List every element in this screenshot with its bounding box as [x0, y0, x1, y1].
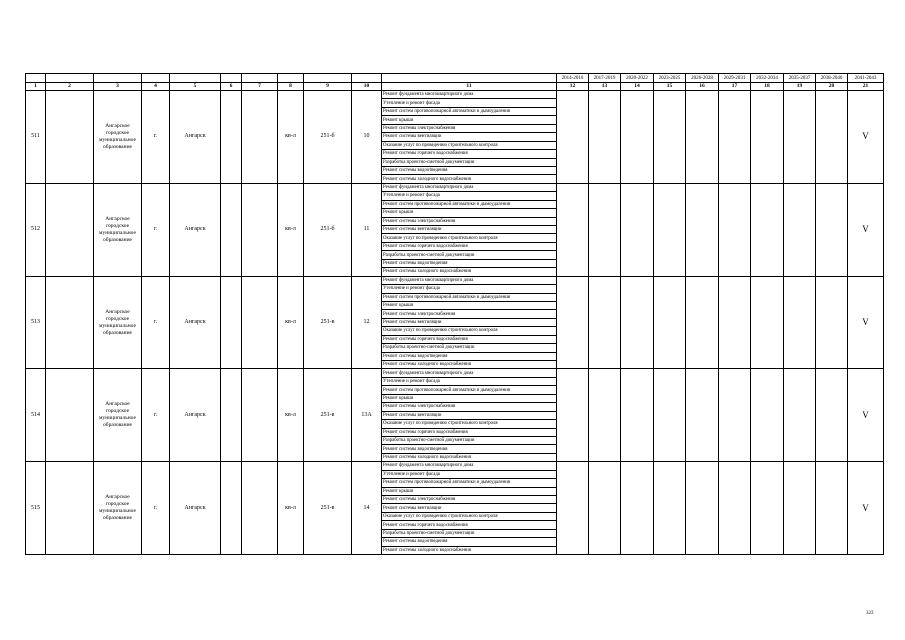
capital-repair-table: [25, 73, 884, 555]
work-item: Ремонт фундамента многоквартирного дома: [382, 369, 557, 377]
work-item: Разработка проектно-сметной документации: [382, 436, 557, 444]
work-item: Ремонт системы вентиляции: [382, 504, 557, 512]
empty-cell: [221, 91, 242, 184]
table-row: [26, 276, 884, 284]
period-cell: [751, 91, 784, 184]
municipality-name: Ангарское городское муниципальное образование: [94, 91, 142, 184]
work-item: Ремонт систем противопожарной автоматики и дымоудаления: [382, 293, 557, 301]
work-item: Ремонт системы вентиляции: [382, 133, 557, 141]
work-item: Ремонт крыши: [382, 394, 557, 402]
period-cell: [589, 91, 621, 184]
house-number: 251-в: [304, 462, 352, 555]
period-cell: [719, 369, 751, 462]
period-cell: [719, 276, 751, 369]
column-number: 18: [751, 83, 784, 91]
empty-cell: [242, 462, 278, 555]
building-number: 12: [352, 276, 382, 369]
header-blank-cell: [94, 74, 142, 83]
empty-cell: [221, 276, 242, 369]
period-cell: [589, 276, 621, 369]
work-item: Ремонт системы горячего водоснабжения: [382, 150, 557, 158]
work-item: Ремонт системы горячего водоснабжения: [382, 521, 557, 529]
empty-cell: [46, 462, 94, 555]
period-header: 2041-2043: [848, 74, 884, 83]
column-number: 21: [848, 83, 884, 91]
period-mark: V: [848, 276, 884, 369]
table-row: [26, 91, 884, 99]
column-number: 13: [589, 83, 621, 91]
work-item: Ремонт систем противопожарной автоматики и дымоудаления: [382, 386, 557, 394]
period-cell: [751, 276, 784, 369]
work-item: Ремонт фундамента многоквартирного дома: [382, 276, 557, 284]
street-type: кв-л: [278, 369, 304, 462]
period-mark: V: [848, 91, 884, 184]
work-item: Ремонт системы вентиляции: [382, 226, 557, 234]
work-item: Утепление и ремонт фасада: [382, 377, 557, 385]
period-cell: [686, 369, 719, 462]
building-number: 13А: [352, 369, 382, 462]
municipality-name: Ангарское городское муниципальное образование: [94, 369, 142, 462]
header-blank-cell: [382, 74, 557, 83]
period-cell: [784, 91, 816, 184]
column-number: 3: [94, 83, 142, 91]
empty-cell: [46, 369, 94, 462]
period-cell: [589, 462, 621, 555]
settlement-name: Ангарск: [170, 91, 221, 184]
column-number: 12: [557, 83, 589, 91]
work-item: Ремонт системы водоотведения: [382, 445, 557, 453]
period-cell: [557, 369, 589, 462]
period-cell: [557, 276, 589, 369]
period-cell: [719, 183, 751, 276]
work-item: Ремонт системы водоотведения: [382, 352, 557, 360]
period-cell: [784, 369, 816, 462]
column-number: 10: [352, 83, 382, 91]
table-row: [26, 183, 884, 191]
period-cell: [621, 183, 654, 276]
column-number: 7: [242, 83, 278, 91]
header-blank-cell: [26, 74, 46, 83]
work-item: Ремонт системы электроснабжения: [382, 496, 557, 504]
street-type: кв-л: [278, 91, 304, 184]
house-number: 251-б: [304, 91, 352, 184]
period-cell: [557, 183, 589, 276]
period-cell: [557, 91, 589, 184]
empty-cell: [242, 183, 278, 276]
period-cell: [686, 91, 719, 184]
work-item: Ремонт системы горячего водоснабжения: [382, 428, 557, 436]
work-item: Ремонт системы электроснабжения: [382, 124, 557, 132]
work-item: Разработка проектно-сметной документации: [382, 158, 557, 166]
settlement-type: г.: [142, 183, 170, 276]
period-cell: [654, 183, 686, 276]
settlement-type: г.: [142, 91, 170, 184]
period-cell: [784, 462, 816, 555]
column-number: 2: [46, 83, 94, 91]
work-item: Ремонт системы горячего водоснабжения: [382, 335, 557, 343]
work-item: Ремонт фундамента многоквартирного дома: [382, 91, 557, 99]
settlement-type: г.: [142, 276, 170, 369]
street-type: кв-л: [278, 276, 304, 369]
column-number: 17: [719, 83, 751, 91]
column-number: 1: [26, 83, 46, 91]
house-number: 251-б: [304, 183, 352, 276]
work-item: Оказание услуг по проведению строительного контроля: [382, 327, 557, 335]
column-number: 11: [382, 83, 557, 91]
settlement-type: г.: [142, 369, 170, 462]
empty-cell: [221, 369, 242, 462]
work-item: Разработка проектно-сметной документации: [382, 529, 557, 537]
work-item: Ремонт системы холодного водоснабжения: [382, 546, 557, 554]
period-cell: [589, 183, 621, 276]
column-number: 20: [816, 83, 848, 91]
work-item: Ремонт системы водоотведения: [382, 259, 557, 267]
period-cell: [816, 276, 848, 369]
period-cell: [621, 369, 654, 462]
work-item: Ремонт системы водоотведения: [382, 166, 557, 174]
header-blank-cell: [278, 74, 304, 83]
work-item: Ремонт систем противопожарной автоматики и дымоудаления: [382, 107, 557, 115]
street-type: кв-л: [278, 462, 304, 555]
period-cell: [816, 183, 848, 276]
empty-cell: [221, 183, 242, 276]
street-type: кв-л: [278, 183, 304, 276]
period-cell: [751, 462, 784, 555]
work-item: Ремонт системы вентиляции: [382, 411, 557, 419]
work-item: Ремонт фундамента многоквартирного дома: [382, 183, 557, 191]
work-item: Разработка проектно-сметной документации: [382, 251, 557, 259]
empty-cell: [221, 462, 242, 555]
header-blank-cell: [221, 74, 242, 83]
record-number: 513: [26, 276, 46, 369]
period-cell: [589, 369, 621, 462]
empty-cell: [46, 91, 94, 184]
work-item: Ремонт системы вентиляции: [382, 318, 557, 326]
settlement-name: Ангарск: [170, 183, 221, 276]
work-item: Ремонт системы электроснабжения: [382, 403, 557, 411]
period-cell: [751, 183, 784, 276]
municipality-name: Ангарское городское муниципальное образование: [94, 462, 142, 555]
header-blank-cell: [242, 74, 278, 83]
house-number: 251-в: [304, 369, 352, 462]
work-item: Ремонт системы горячего водоснабжения: [382, 242, 557, 250]
settlement-name: Ангарск: [170, 462, 221, 555]
record-number: 512: [26, 183, 46, 276]
period-cell: [621, 91, 654, 184]
work-item: Ремонт системы электроснабжения: [382, 310, 557, 318]
work-item: Ремонт фундамента многоквартирного дома: [382, 462, 557, 470]
period-mark: V: [848, 369, 884, 462]
header-blank-cell: [170, 74, 221, 83]
building-number: 11: [352, 183, 382, 276]
work-item: Ремонт крыши: [382, 116, 557, 124]
work-item: Разработка проектно-сметной документации: [382, 344, 557, 352]
work-item: Утепление и ремонт фасада: [382, 285, 557, 293]
period-cell: [654, 91, 686, 184]
period-cell: [816, 462, 848, 555]
column-number: 8: [278, 83, 304, 91]
column-number-row: [26, 83, 884, 91]
work-item: Ремонт системы холодного водоснабжения: [382, 453, 557, 461]
period-header: 2035-2037: [784, 74, 816, 83]
period-cell: [654, 462, 686, 555]
record-number: 511: [26, 91, 46, 184]
work-item: Ремонт системы холодного водоснабжения: [382, 175, 557, 183]
header-blank-cell: [46, 74, 94, 83]
period-cell: [621, 276, 654, 369]
column-number: 6: [221, 83, 242, 91]
period-header-row: [26, 74, 884, 83]
work-item: Утепление и ремонт фасада: [382, 192, 557, 200]
table-row: [26, 369, 884, 377]
period-cell: [621, 462, 654, 555]
municipality-name: Ангарское городское муниципальное образование: [94, 276, 142, 369]
settlement-name: Ангарск: [170, 276, 221, 369]
work-item: Оказание услуг по проведению строительного контроля: [382, 141, 557, 149]
period-cell: [816, 369, 848, 462]
column-number: 16: [686, 83, 719, 91]
municipality-name: Ангарское городское муниципальное образование: [94, 183, 142, 276]
empty-cell: [242, 276, 278, 369]
work-item: Ремонт системы холодного водоснабжения: [382, 268, 557, 276]
period-cell: [557, 462, 589, 555]
period-cell: [686, 276, 719, 369]
empty-cell: [242, 369, 278, 462]
work-item: Оказание услуг по проведению строительного контроля: [382, 512, 557, 520]
work-item: Ремонт крыши: [382, 301, 557, 309]
period-cell: [686, 462, 719, 555]
work-item: Ремонт крыши: [382, 487, 557, 495]
building-number: 14: [352, 462, 382, 555]
period-header: 2014-2016: [557, 74, 589, 83]
column-number: 4: [142, 83, 170, 91]
settlement-type: г.: [142, 462, 170, 555]
empty-cell: [46, 276, 94, 369]
period-header: 2038-2040: [816, 74, 848, 83]
header-blank-cell: [142, 74, 170, 83]
period-cell: [784, 183, 816, 276]
settlement-name: Ангарск: [170, 369, 221, 462]
house-number: 251-в: [304, 276, 352, 369]
period-header: 2032-2034: [751, 74, 784, 83]
period-header: 2023-2025: [654, 74, 686, 83]
period-mark: V: [848, 462, 884, 555]
work-item: Ремонт систем противопожарной автоматики и дымоудаления: [382, 479, 557, 487]
period-cell: [751, 369, 784, 462]
header-blank-cell: [352, 74, 382, 83]
table-row: [26, 462, 884, 470]
column-number: 5: [170, 83, 221, 91]
period-header: 2020-2022: [621, 74, 654, 83]
column-number: 14: [621, 83, 654, 91]
work-item: Ремонт системы холодного водоснабжения: [382, 361, 557, 369]
building-number: 10: [352, 91, 382, 184]
period-header: 2029-2031: [719, 74, 751, 83]
work-item: Ремонт системы электроснабжения: [382, 217, 557, 225]
period-header: 2017-2019: [589, 74, 621, 83]
work-item: Утепление и ремонт фасада: [382, 470, 557, 478]
period-header: 2026-2028: [686, 74, 719, 83]
period-cell: [719, 462, 751, 555]
period-cell: [686, 183, 719, 276]
column-number: 19: [784, 83, 816, 91]
period-cell: [654, 276, 686, 369]
column-number: 15: [654, 83, 686, 91]
work-item: Ремонт систем противопожарной автоматики и дымоудаления: [382, 200, 557, 208]
empty-cell: [46, 183, 94, 276]
work-item: Утепление и ремонт фасада: [382, 99, 557, 107]
period-mark: V: [848, 183, 884, 276]
record-number: 514: [26, 369, 46, 462]
record-number: 515: [26, 462, 46, 555]
period-cell: [784, 276, 816, 369]
page-number: 323: [866, 611, 874, 616]
column-number: 9: [304, 83, 352, 91]
period-cell: [719, 91, 751, 184]
empty-cell: [242, 91, 278, 184]
work-item: Оказание услуг по проведению строительного контроля: [382, 234, 557, 242]
work-item: Ремонт системы водоотведения: [382, 538, 557, 546]
period-cell: [654, 369, 686, 462]
period-cell: [816, 91, 848, 184]
header-blank-cell: [304, 74, 352, 83]
work-item: Оказание услуг по проведению строительного контроля: [382, 420, 557, 428]
work-item: Ремонт крыши: [382, 209, 557, 217]
